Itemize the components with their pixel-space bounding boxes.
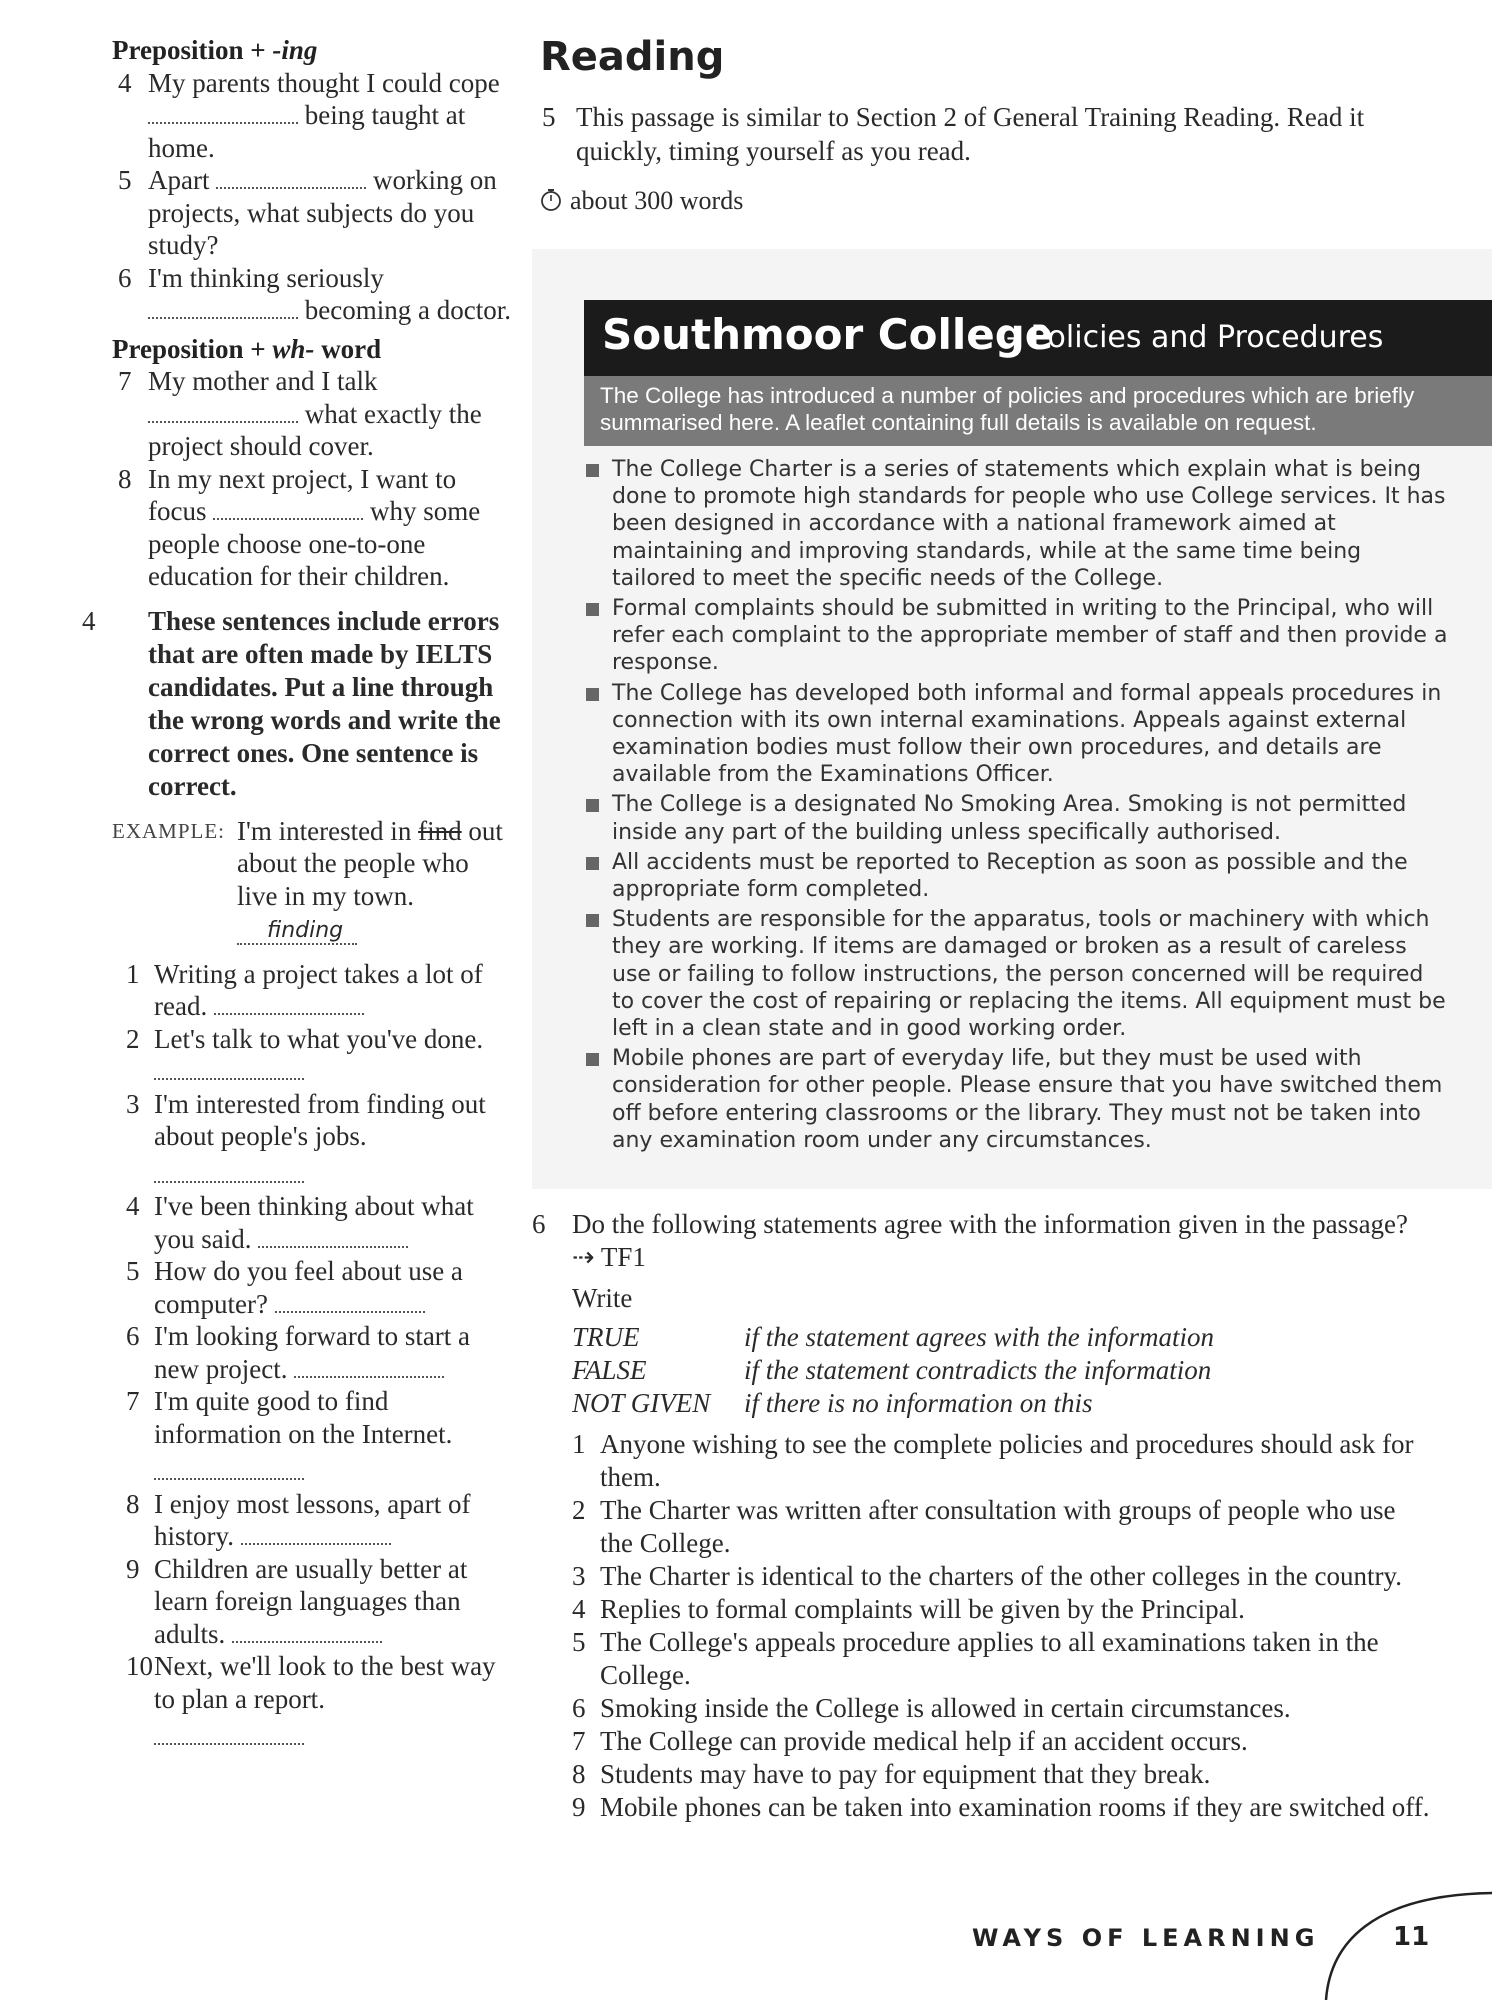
- exercise-6-instructions: 6 Do the following statements agree with the information given in the passage? ⇢ TF1: [532, 1209, 1409, 1272]
- policy-item: The College is a designated No Smoking Area. Smoking is not permitted inside any part of the building unless specifically authorised.: [584, 791, 1450, 845]
- error-item: 1 Writing a project takes a lot of read.: [126, 958, 483, 1021]
- error-item: 8 I enjoy most lessons, apart of history.: [126, 1488, 471, 1551]
- error-item: 9 Children are usually better at learn foreign languages than adults.: [126, 1553, 468, 1649]
- gapfill-item: 4 My parents thought I could cope being taught at home.: [118, 67, 500, 163]
- statement-item: 8 Students may have to pay for equipment that they break.: [572, 1759, 1211, 1789]
- statement-item: 2 The Charter was written after consultation with groups of people who use the College.: [572, 1495, 1396, 1558]
- leaflet-subtitle: – Policies and Procedures: [1006, 320, 1384, 355]
- error-item: 10 Next, we'll look to the best way to plan a report.: [112, 1650, 512, 1753]
- struck-word: find: [418, 815, 462, 846]
- write-label: Write: [572, 1283, 633, 1313]
- answer-blank[interactable]: [154, 1058, 304, 1080]
- bullet-square-icon: [586, 1053, 599, 1066]
- policy-item: Students are responsible for the apparatus, tools or machinery with which they are working. If items are damaged or broken as a result of careless use or failing to follow instructions, the person concerned will be required to cover the cost of repairing or replacing the items. All equipment must be left in a clean state and in good working order.: [584, 906, 1450, 1042]
- statement-item: 1 Anyone wishing to see the complete policies and procedures should ask for them.: [572, 1429, 1414, 1492]
- answer-blank[interactable]: [241, 1523, 391, 1545]
- answer-blank[interactable]: [154, 1723, 304, 1745]
- bullet-square-icon: [586, 799, 599, 812]
- answer-blank[interactable]: [214, 993, 364, 1015]
- statement-item: 6 Smoking inside the College is allowed in certain circumstances.: [572, 1693, 1291, 1723]
- exercise-5-instructions: 5 This passage is similar to Section 2 of General Training Reading. Read it quickly, timing yourself as you read.: [542, 102, 1365, 166]
- gapfill-item: 7 My mother and I talk what exactly the project should cover.: [118, 366, 482, 461]
- gapfill-item: 8 In my next project, I want to focus why some people choose one-to-one education for their children.: [118, 463, 481, 591]
- policy-list: [584, 456, 1450, 1157]
- right-column: [532, 34, 1452, 216]
- statement-item: 5 The College's appeals procedure applies to all examinations taken in the College.: [572, 1627, 1379, 1690]
- exercise-6: [532, 1208, 1432, 1824]
- tip-reference: TF1: [600, 1242, 646, 1272]
- arrow-right-icon: ⇢: [572, 1242, 595, 1272]
- policy-item: Formal complaints should be submitted in writing to the Principal, who will refer each complaint to the appropriate member of staff and then provide a response.: [584, 595, 1450, 677]
- answer-blank[interactable]: [148, 102, 298, 124]
- policy-item: The College has developed both informal and formal appeals procedures in connection with its own internal examinations. Appeals against external examination bodies must follow their own procedures, and details are available from the Examinations Officer.: [584, 680, 1450, 789]
- example-answer: finding: [237, 918, 357, 945]
- example-sentence: EXAMPLE: I'm interested in find out about the people who live in my town. finding: [112, 815, 503, 943]
- policy-item: All accidents must be reported to Reception as soon as possible and the appropriate form completed.: [584, 849, 1450, 903]
- error-item: 3 I'm interested from finding out about people's jobs.: [112, 1088, 512, 1191]
- stopwatch-icon: [540, 188, 562, 212]
- policy-item: The College Charter is a series of statements which explain what is being done to promote high standards for people who use College services. It has been designed in accordance with a national framework aimed at maintaining and improving standards, while at the same time being tailored to meet the specific needs of the College.: [584, 456, 1450, 592]
- statement-item: 9 Mobile phones can be taken into examination rooms if they are switched off.: [572, 1792, 1430, 1822]
- statement-item: 7 The College can provide medical help if an accident occurs.: [572, 1726, 1248, 1756]
- answer-blank[interactable]: [148, 297, 298, 319]
- answer-blank[interactable]: [148, 401, 298, 423]
- gapfill-item: 5 Apart working on projects, what subjects do you study?: [118, 165, 497, 260]
- answer-blank[interactable]: [294, 1356, 444, 1378]
- policy-item: Mobile phones are part of everyday life, but they must be used with consideration for other people. Please ensure that you have switched them off before entering classrooms or the library. They must not be taken into any examination room under any circumstances.: [584, 1045, 1450, 1154]
- timer-note: about 300 words: [540, 186, 1452, 216]
- section-title: Reading: [540, 34, 725, 80]
- error-item: 5 How do you feel about use a computer?: [126, 1256, 463, 1319]
- bullet-square-icon: [586, 914, 599, 927]
- bullet-square-icon: [586, 688, 599, 701]
- bullet-square-icon: [586, 464, 599, 477]
- answer-blank[interactable]: [258, 1226, 408, 1248]
- answer-blank[interactable]: [216, 167, 366, 189]
- page-number: 11: [1393, 1922, 1430, 1952]
- error-item: 7 I'm quite good to find information on the Internet.: [112, 1385, 512, 1488]
- bullet-square-icon: [586, 603, 599, 616]
- bullet-square-icon: [586, 857, 599, 870]
- heading-preposition-wh: Preposition + wh- word: [112, 333, 382, 364]
- answer-blank[interactable]: [154, 1458, 304, 1480]
- left-column: [82, 34, 512, 1753]
- gapfill-item: 6 I'm thinking seriously becoming a doctor.: [118, 262, 511, 325]
- statement-item: 3 The Charter is identical to the charters of the other colleges in the country.: [572, 1561, 1402, 1591]
- answer-blank[interactable]: [154, 1161, 304, 1183]
- heading-preposition-ing: Preposition + -ing: [112, 35, 318, 65]
- exercise-4-instructions: 4 These sentences include errors that are often made by IELTS candidates. Put a line through the wrong words and write the correct ones. One sentence is correct.: [82, 605, 501, 801]
- leaflet-banner: [584, 300, 1492, 376]
- statement-item: 4 Replies to formal complaints will be given by the Principal.: [572, 1594, 1245, 1624]
- error-item: 2 Let's talk to what you've done.: [112, 1023, 512, 1088]
- leaflet-intro: The College has introduced a number of policies and procedures which are briefly summarised here. A leaflet containing full details is available on request.: [584, 376, 1492, 446]
- footer-section-label: WAYS OF LEARNING: [972, 1924, 1320, 1952]
- answer-blank[interactable]: [275, 1291, 425, 1313]
- answer-legend: TRUE if the statement agrees with the information FALSE if the statement contradicts the information NOT GIVEN if there is no information on this: [572, 1322, 1214, 1418]
- error-item: 4 I've been thinking about what you said.: [126, 1191, 474, 1254]
- answer-blank[interactable]: [213, 498, 363, 520]
- leaflet-title: Southmoor College: [602, 310, 1054, 359]
- answer-blank[interactable]: [232, 1621, 382, 1643]
- error-item: 6 I'm looking forward to start a new project.: [126, 1321, 471, 1384]
